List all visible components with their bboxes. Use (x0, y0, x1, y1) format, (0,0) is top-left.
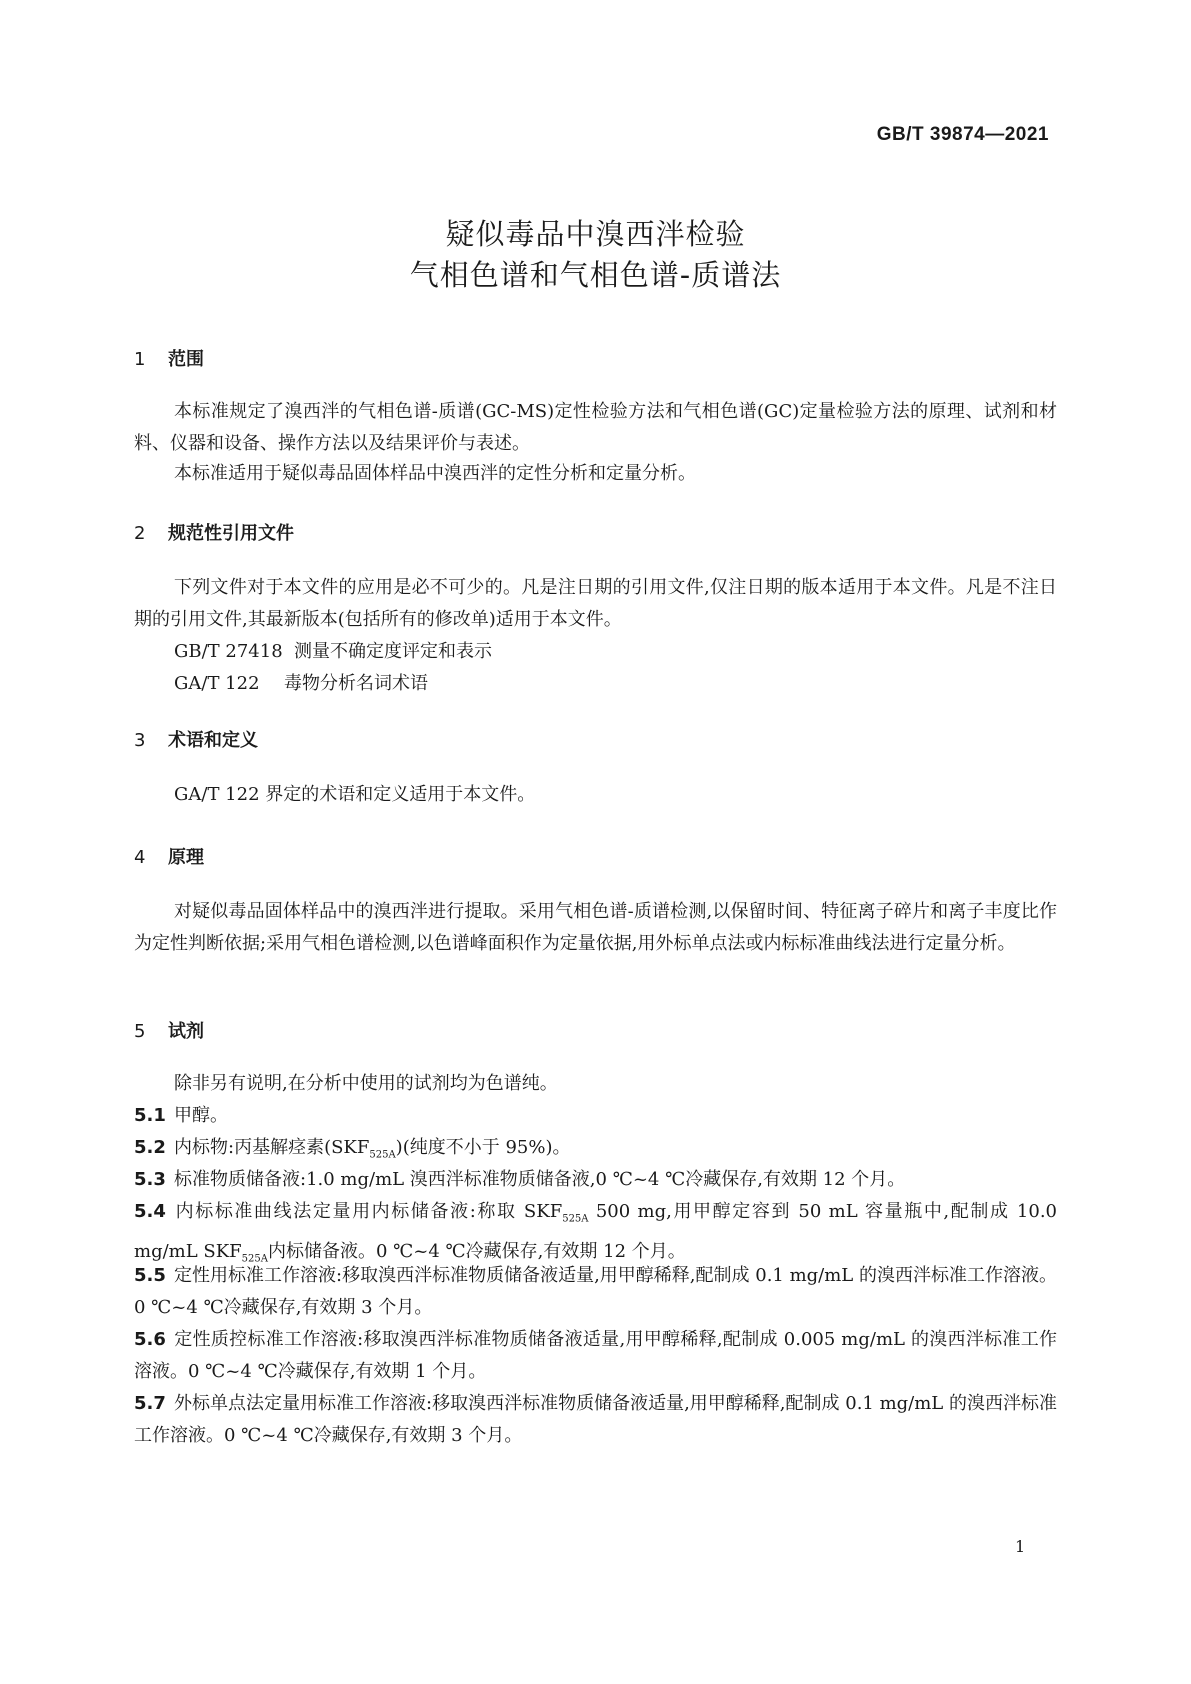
subscript: 525A (562, 1213, 589, 1225)
list-item (134, 1324, 1057, 1388)
section-heading-4 (134, 843, 204, 869)
item-text: 500 mg,用甲醇定容到 50 mL 容量瓶中,配制成 10.0 mg/mL SKF (134, 1201, 1057, 1262)
item-number: 5.3 (134, 1169, 166, 1190)
paragraph: 下列文件对于本文件的应用是必不可少的。凡是注日期的引用文件,仅注日期的版本适用于本文件。凡是不注日期的引用文件,其最新版本(包括所有的修改单)适用于本文件。 (134, 577, 1057, 630)
item-text: 定性用标准工作溶液:移取溴西泮标准物质储备液适量,用甲醇稀释,配制成 0.1 mg/mL 的溴西泮标准工作溶液。0 ℃~4 ℃冷藏保存,有效期 3 个月。 (134, 1265, 1057, 1318)
section-heading-3 (134, 726, 258, 752)
paragraph: GA/T 122 界定的术语和定义适用于本文件。 (174, 784, 536, 805)
item-text: 定性质控标准工作溶液:移取溴西泮标准物质储备液适量,用甲醇稀释,配制成 0.005 mg/mL 的溴西泮标准工作溶液。0 ℃~4 ℃冷藏保存,有效期 1 个月。 (134, 1329, 1057, 1382)
reference-code: GA/T 122 (174, 673, 260, 694)
reference-name: 毒物分析名词术语 (284, 673, 428, 694)
item-number: 5.5 (134, 1265, 166, 1286)
item-number: 5.6 (134, 1329, 166, 1350)
normative-reference (174, 637, 492, 663)
paragraph: 除非另有说明,在分析中使用的试剂均为色谱纯。 (174, 1073, 558, 1094)
list-item (134, 1164, 1057, 1196)
item-text: )(纯度不小于 95%)。 (395, 1137, 571, 1158)
section-number: 2 (134, 523, 146, 544)
section-heading-1 (134, 345, 204, 371)
section-title: 范围 (168, 349, 204, 370)
section-title: 试剂 (168, 1021, 204, 1042)
paragraph: 本标准适用于疑似毒品固体样品中溴西泮的定性分析和定量分析。 (174, 463, 696, 484)
document-title-line2: 气相色谱和气相色谱-质谱法 (409, 258, 782, 292)
section-number: 1 (134, 349, 146, 370)
paragraph: 本标准规定了溴西泮的气相色谱-质谱(GC-MS)定性检验方法和气相色谱(GC)定量检验方法的原理、试剂和材料、仪器和设备、操作方法以及结果评价与表述。 (134, 401, 1057, 454)
item-number: 5.7 (134, 1393, 166, 1414)
section-heading-5 (134, 1017, 204, 1043)
subscript: 525A (369, 1149, 396, 1161)
item-number: 5.1 (134, 1105, 166, 1126)
subscript: 525A (241, 1253, 268, 1265)
item-number: 5.4 (134, 1201, 166, 1222)
reference-name: 测量不确定度评定和表示 (294, 641, 492, 662)
item-text: 内标标准曲线法定量用内标储备液:称取 SKF (174, 1201, 563, 1222)
item-text: 标准物质储备液:1.0 mg/mL 溴西泮标准物质储备液,0 ℃~4 ℃冷藏保存,有效期 12 个月。 (174, 1169, 906, 1190)
list-item (134, 1100, 1057, 1132)
normative-reference (174, 669, 428, 695)
list-item (134, 1388, 1057, 1452)
section-number: 3 (134, 730, 146, 751)
document-title-line1: 疑似毒品中溴西泮检验 (445, 217, 746, 251)
paragraph: 对疑似毒品固体样品中的溴西泮进行提取。采用气相色谱-质谱检测,以保留时间、特征离子碎片和离子丰度比作为定性判断依据;采用气相色谱检测,以色谱峰面积作为定量依据,用外标单点法或内标标准曲线法进行定量分析。 (134, 901, 1057, 954)
page-number: 1 (1015, 1537, 1026, 1556)
item-number: 5.2 (134, 1137, 166, 1158)
reference-code: GB/T 27418 (174, 641, 283, 662)
section-number: 5 (134, 1021, 146, 1042)
section-title: 术语和定义 (168, 730, 258, 751)
item-text: 外标单点法定量用标准工作溶液:移取溴西泮标准物质储备液适量,用甲醇稀释,配制成 0.1 mg/mL 的溴西泮标准工作溶液。0 ℃~4 ℃冷藏保存,有效期 3 个月。 (134, 1393, 1057, 1446)
standard-code: GB/T 39874—2021 (876, 124, 1049, 145)
section-title: 原理 (168, 847, 204, 868)
list-item (134, 1260, 1057, 1324)
item-text: 甲醇。 (174, 1105, 228, 1126)
item-text: 内标物:丙基解痉素(SKF (174, 1137, 370, 1158)
section-title: 规范性引用文件 (168, 523, 294, 544)
section-number: 4 (134, 847, 146, 868)
section-heading-2 (134, 519, 294, 545)
item-text: 内标储备液。0 ℃~4 ℃冷藏保存,有效期 12 个月。 (267, 1240, 686, 1262)
